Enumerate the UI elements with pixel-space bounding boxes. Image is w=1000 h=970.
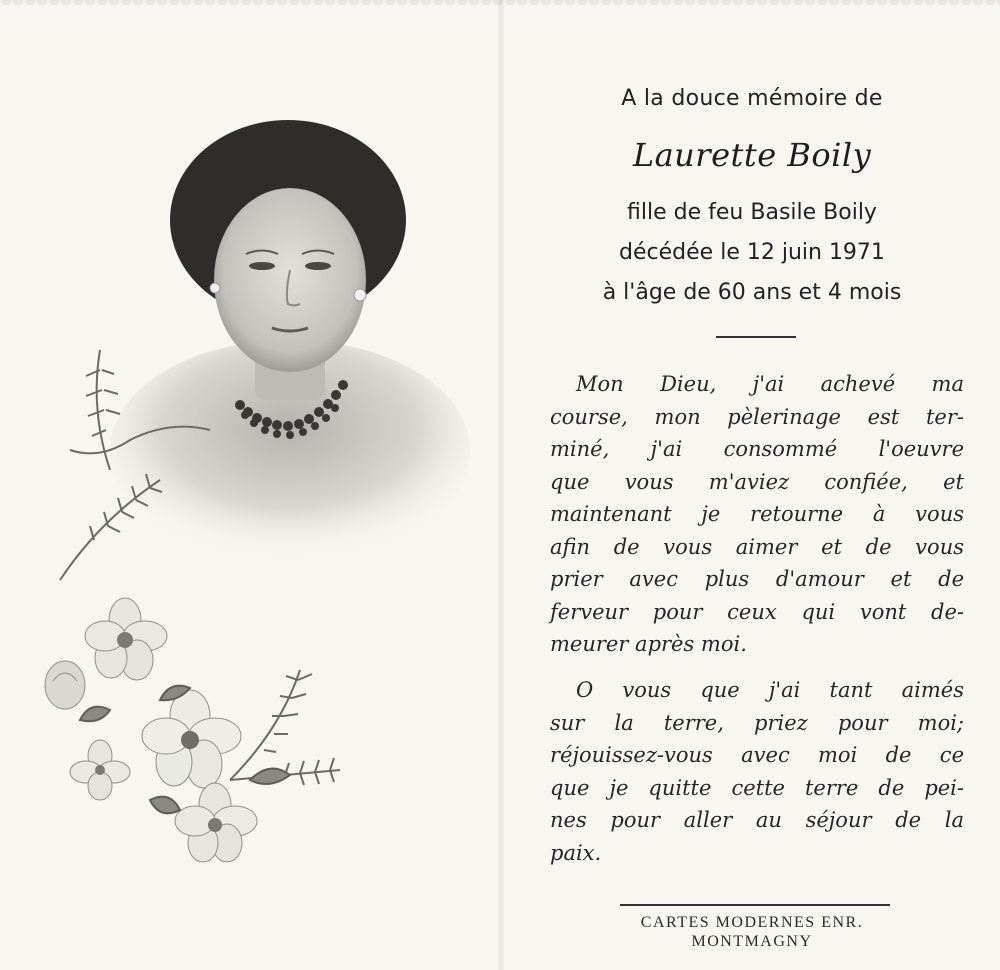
face bbox=[214, 188, 366, 372]
printer-name: CARTES MODERNES ENR. bbox=[640, 914, 864, 931]
prayer-line: O vous que j'ai tant aimés bbox=[576, 678, 964, 702]
flower-bud bbox=[45, 661, 85, 709]
prayer-line: prier avec plus d'amour et de bbox=[550, 567, 964, 591]
prayer-line: Mon Dieu, j'ai achevé ma bbox=[576, 372, 964, 396]
prayer-line: ferveur pour ceux qui vont de- bbox=[550, 599, 964, 624]
divider-long bbox=[620, 904, 890, 906]
prayer-line: maintenant je retourne à vous bbox=[550, 502, 964, 526]
prayer-line: sur la terre, priez pour moi; bbox=[550, 710, 964, 735]
earring-right bbox=[354, 289, 366, 301]
age-line: à l'âge de 60 ans et 4 mois bbox=[602, 280, 902, 305]
prayer-line: afin de vous aimer et de vous bbox=[550, 534, 964, 559]
printer-city: MONTMAGNY bbox=[691, 933, 813, 950]
divider-short bbox=[716, 336, 796, 338]
portrait-photo bbox=[40, 120, 480, 880]
flower-2 bbox=[142, 690, 241, 788]
prayer-line: meurer après moi. bbox=[550, 632, 747, 656]
prayer-line: que je quitte cette terre de pei- bbox=[550, 775, 964, 800]
portrait-panel bbox=[0, 0, 498, 970]
prayer-line: paix. bbox=[550, 840, 602, 865]
earring-left bbox=[210, 283, 220, 293]
parent-line: fille de feu Basile Boily bbox=[627, 200, 877, 225]
prayer-line: nes pour aller au séjour de la bbox=[550, 808, 964, 832]
memorial-heading: A la douce mémoire de bbox=[621, 86, 883, 111]
right-eye bbox=[305, 262, 331, 270]
prayer-line: que vous m'aviez confiée, et bbox=[550, 469, 964, 494]
left-eye bbox=[249, 262, 275, 270]
prayer-line: miné, j'ai consommé l'oeuvre bbox=[550, 437, 964, 461]
portrait-with-floral-decoration bbox=[40, 120, 480, 880]
text-panel bbox=[504, 0, 1000, 970]
deceased-name: Laurette Boily bbox=[632, 136, 872, 174]
flower-1 bbox=[85, 598, 167, 680]
prayer-paragraph-2 bbox=[550, 674, 964, 869]
prayer-line: course, mon pèlerinage est ter- bbox=[550, 404, 964, 429]
prayer-line: réjouissez-vous avec moi de ce bbox=[550, 743, 964, 767]
flower-4 bbox=[70, 740, 130, 800]
flower-bouquet bbox=[45, 598, 290, 862]
flower-3 bbox=[175, 783, 257, 862]
death-date-line: décédée le 12 juin 1971 bbox=[619, 240, 885, 265]
prayer-paragraph-1 bbox=[550, 368, 964, 661]
